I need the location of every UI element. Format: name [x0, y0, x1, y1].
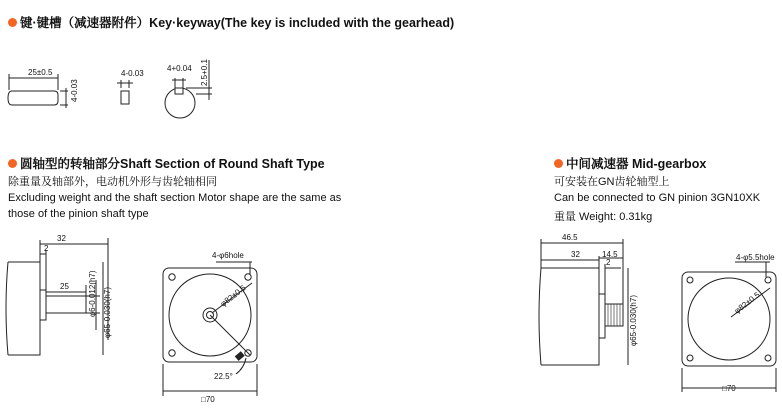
rs-pcd-dim: φ82±0.5	[218, 283, 248, 309]
mg-pinion-dim: 14.5	[602, 250, 618, 259]
round-shaft-heading: 圆轴型的转轴部分Shaft Section of Round Shaft Type	[8, 154, 325, 172]
mg-step-dim: 2	[606, 258, 611, 267]
mg-overall-dim: 46.5	[562, 233, 578, 242]
round-shaft-note-en-2: those of the pinion shaft type	[8, 208, 149, 220]
key-height-dim: 4-0.03	[70, 79, 79, 102]
round-shaft-note-en-1: Excluding weight and the shaft section Motor shape are the same as	[8, 192, 342, 204]
mg-pilot-dia-dim: φ65-0.030(h7)	[629, 295, 638, 346]
mid-gearbox-heading: 中间减速器 Mid-gearbox	[554, 154, 706, 172]
rs-angle-dim: 22.5°	[214, 372, 233, 381]
mid-gearbox-note-cn: 可安装在GN齿轮轴型上	[554, 176, 670, 188]
mid-gearbox-weight: 重量 Weight: 0.31kg	[554, 211, 653, 223]
key-width-dim: 4-0.03	[121, 69, 144, 78]
round-shaft-note-cn: 除重量及轴部外，电动机外形与齿轮轴相同	[8, 176, 217, 188]
rs-shaft-dia-dim: φ6-0.012(h7)	[88, 270, 97, 317]
keyway-depth-dim: 2.5+0.1	[200, 59, 209, 86]
mount-hole	[687, 277, 693, 283]
keyway-width-dim: 4+0.04	[167, 64, 192, 73]
rs-pilot-dia-dim: φ65-0.030(h7)	[103, 287, 112, 338]
mount-hole	[765, 277, 771, 283]
rs-shaft-len-dim: 25	[60, 282, 69, 291]
mg-square-dim: □70	[722, 384, 736, 393]
mount-hole	[687, 355, 693, 361]
mg-flange-square	[682, 272, 776, 366]
rs-step-dim: 2	[44, 244, 49, 253]
mount-hole	[765, 355, 771, 361]
key-section-heading: 键·键槽（减速器附件）Key·keyway(The key is included with the gearhead)	[8, 13, 454, 31]
mg-pcd-dim: φ82±0.5	[732, 290, 762, 316]
mid-gearbox-note-en: Can be connected to GN pinion 3GN10XK	[554, 192, 761, 204]
rs-overall-dim: 32	[57, 234, 66, 243]
key-length-dim: 25±0.5	[28, 68, 53, 77]
rs-holes-dim: 4-φ6hole	[212, 251, 244, 260]
mg-body-dim: 32	[571, 250, 580, 259]
rs-square-dim: □70	[201, 395, 215, 404]
mg-holes-dim: 4-φ5.5hole	[736, 253, 775, 262]
